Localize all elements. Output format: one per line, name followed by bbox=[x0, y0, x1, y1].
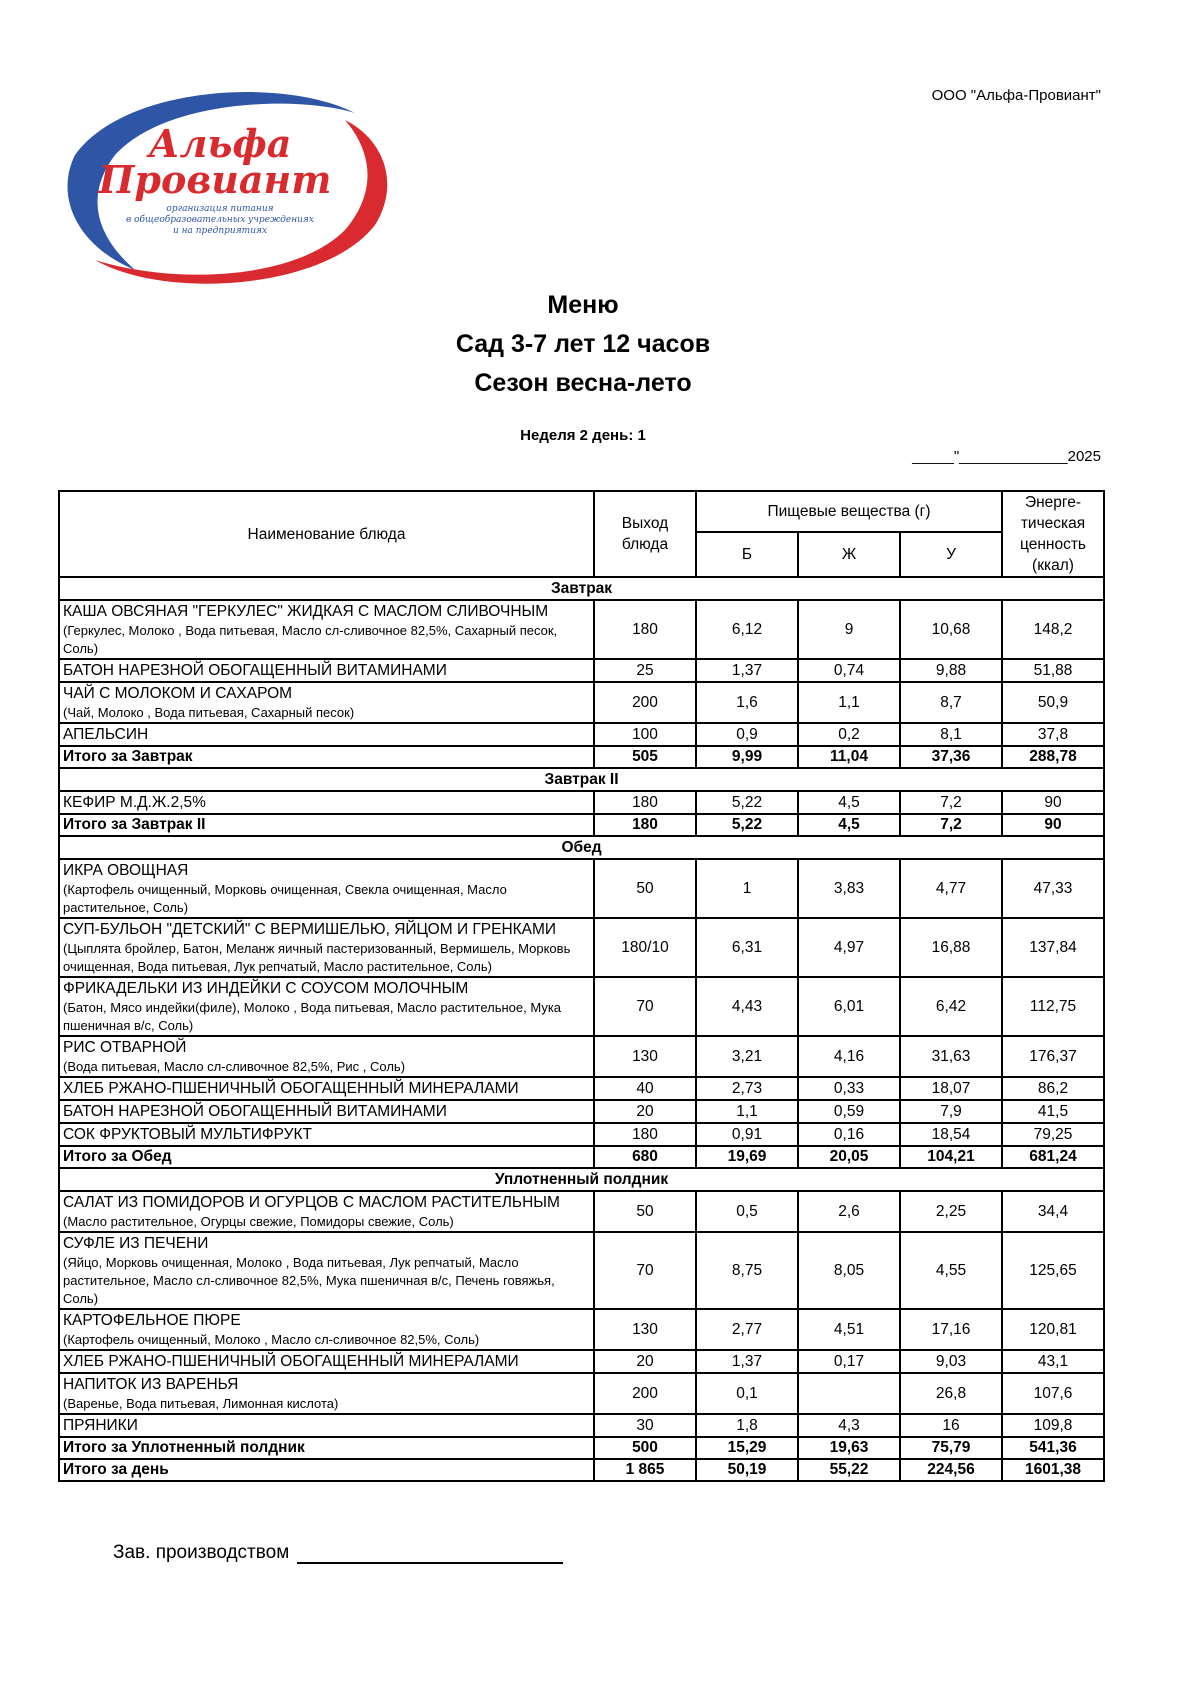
value-e: 37,8 bbox=[1002, 723, 1104, 746]
dish-cell bbox=[59, 1309, 594, 1350]
total-out: 180 bbox=[594, 814, 696, 836]
dish-row bbox=[59, 1123, 1104, 1146]
total-label: Итого за Завтрак II bbox=[59, 814, 594, 836]
dish-name: СОК ФРУКТОВЫЙ МУЛЬТИФРУКТ bbox=[63, 1126, 313, 1143]
dish-cell bbox=[59, 1077, 594, 1100]
value-u: 10,68 bbox=[900, 600, 1002, 659]
dish-row bbox=[59, 682, 1104, 723]
section-total-row bbox=[59, 1437, 1104, 1459]
total-e: 681,24 bbox=[1002, 1146, 1104, 1168]
dish-cell bbox=[59, 977, 594, 1036]
value-zh: 4,16 bbox=[798, 1036, 900, 1077]
value-b: 2,77 bbox=[696, 1309, 798, 1350]
total-e: 541,36 bbox=[1002, 1437, 1104, 1459]
dish-name: КЕФИР М.Д.Ж.2,5% bbox=[63, 794, 206, 811]
value-e: 176,37 bbox=[1002, 1036, 1104, 1077]
value-b: 1,6 bbox=[696, 682, 798, 723]
company-name: ООО "Альфа-Провиант" bbox=[931, 87, 1101, 104]
value-out: 180 bbox=[594, 791, 696, 814]
dish-name: ИКРА ОВОЩНАЯ bbox=[63, 862, 189, 879]
dish-ingredients: (Чай, Молоко , Вода питьевая, Сахарный песок) bbox=[63, 705, 355, 720]
total-u: 7,2 bbox=[900, 814, 1002, 836]
value-zh: 3,83 bbox=[798, 859, 900, 918]
total-out: 680 bbox=[594, 1146, 696, 1168]
total-label: Итого за Завтрак bbox=[59, 746, 594, 768]
value-out: 180/10 bbox=[594, 918, 696, 977]
value-out: 20 bbox=[594, 1100, 696, 1123]
value-out: 70 bbox=[594, 1232, 696, 1309]
dish-name: ХЛЕБ РЖАНО-ПШЕНИЧНЫЙ ОБОГАЩЕННЫЙ МИНЕРАЛАМИ bbox=[63, 1353, 519, 1370]
value-u: 18,07 bbox=[900, 1077, 1002, 1100]
dish-cell bbox=[59, 1373, 594, 1414]
value-out: 50 bbox=[594, 859, 696, 918]
dish-ingredients: (Картофель очищенный, Молоко , Масло сл-сливочное 82,5%, Соль) bbox=[63, 1332, 480, 1347]
value-e: 43,1 bbox=[1002, 1350, 1104, 1373]
value-b: 4,43 bbox=[696, 977, 798, 1036]
dish-row bbox=[59, 859, 1104, 918]
dish-row bbox=[59, 723, 1104, 746]
value-zh: 8,05 bbox=[798, 1232, 900, 1309]
value-e: 50,9 bbox=[1002, 682, 1104, 723]
menu-table bbox=[58, 490, 1105, 1482]
dish-ingredients: (Варенье, Вода питьевая, Лимонная кислота) bbox=[63, 1396, 339, 1411]
dish-ingredients: (Масло растительное, Огурцы свежие, Помидоры свежие, Соль) bbox=[63, 1214, 454, 1229]
logo-name-line2: Провиант bbox=[98, 157, 332, 202]
value-b: 6,12 bbox=[696, 600, 798, 659]
footer-label: Зав. производством bbox=[113, 1542, 290, 1563]
total-b: 19,69 bbox=[696, 1146, 798, 1168]
total-out: 505 bbox=[594, 746, 696, 768]
value-e: 120,81 bbox=[1002, 1309, 1104, 1350]
dish-row bbox=[59, 1232, 1104, 1309]
total-zh: 4,5 bbox=[798, 814, 900, 836]
header-u: У bbox=[900, 532, 1002, 577]
value-u: 18,54 bbox=[900, 1123, 1002, 1146]
value-zh: 0,33 bbox=[798, 1077, 900, 1100]
value-out: 100 bbox=[594, 723, 696, 746]
value-out: 50 bbox=[594, 1191, 696, 1232]
footer-signature bbox=[113, 1542, 563, 1564]
total-label: Итого за Уплотненный полдник bbox=[59, 1437, 594, 1459]
menu-title bbox=[0, 286, 1166, 403]
value-b: 1,37 bbox=[696, 1350, 798, 1373]
section-header-row bbox=[59, 836, 1104, 859]
dish-row bbox=[59, 918, 1104, 977]
section-header-row bbox=[59, 768, 1104, 791]
dish-cell bbox=[59, 659, 594, 682]
dish-row bbox=[59, 1191, 1104, 1232]
value-e: 34,4 bbox=[1002, 1191, 1104, 1232]
value-out: 40 bbox=[594, 1077, 696, 1100]
dish-cell bbox=[59, 1100, 594, 1123]
total-out: 500 bbox=[594, 1437, 696, 1459]
value-e: 125,65 bbox=[1002, 1232, 1104, 1309]
header-zh: Ж bbox=[798, 532, 900, 577]
value-u: 4,55 bbox=[900, 1232, 1002, 1309]
total-zh: 11,04 bbox=[798, 746, 900, 768]
dish-row bbox=[59, 1309, 1104, 1350]
value-b: 0,1 bbox=[696, 1373, 798, 1414]
value-u: 4,77 bbox=[900, 859, 1002, 918]
value-u: 7,2 bbox=[900, 791, 1002, 814]
value-zh: 9 bbox=[798, 600, 900, 659]
value-zh: 4,97 bbox=[798, 918, 900, 977]
value-zh: 6,01 bbox=[798, 977, 900, 1036]
dish-row bbox=[59, 600, 1104, 659]
dish-name: САЛАТ ИЗ ПОМИДОРОВ И ОГУРЦОВ С МАСЛОМ РАСТИТЕЛЬНЫМ bbox=[63, 1194, 560, 1211]
value-b: 6,31 bbox=[696, 918, 798, 977]
value-u: 31,63 bbox=[900, 1036, 1002, 1077]
dish-name: ПРЯНИКИ bbox=[63, 1417, 138, 1434]
value-out: 70 bbox=[594, 977, 696, 1036]
logo-name-line1: Альфа bbox=[148, 121, 292, 166]
dish-name: ХЛЕБ РЖАНО-ПШЕНИЧНЫЙ ОБОГАЩЕННЫЙ МИНЕРАЛАМИ bbox=[63, 1080, 519, 1097]
dish-ingredients: (Яйцо, Морковь очищенная, Молоко , Вода питьевая, Лук репчатый, Масло растительное, Масло сл-сливочное 82,5%, Мука пшеничная в/с, Печень говяжья, Соль) bbox=[63, 1255, 555, 1306]
total-zh: 20,05 bbox=[798, 1146, 900, 1168]
total-u: 75,79 bbox=[900, 1437, 1002, 1459]
dish-name: СУФЛЕ ИЗ ПЕЧЕНИ bbox=[63, 1235, 209, 1252]
header-nutrients: Пищевые вещества (г) bbox=[696, 491, 1002, 532]
dish-row bbox=[59, 1350, 1104, 1373]
value-u: 16 bbox=[900, 1414, 1002, 1437]
dish-cell bbox=[59, 1414, 594, 1437]
section-total-row bbox=[59, 746, 1104, 768]
section-title: Завтрак II bbox=[59, 768, 1104, 791]
dish-row bbox=[59, 1036, 1104, 1077]
value-e: 148,2 bbox=[1002, 600, 1104, 659]
dish-name: АПЕЛЬСИН bbox=[63, 726, 149, 743]
logo-tagline-1: организация питания bbox=[166, 204, 274, 214]
value-b: 1,1 bbox=[696, 1100, 798, 1123]
dish-name: НАПИТОК ИЗ ВАРЕНЬЯ bbox=[63, 1376, 239, 1393]
dish-cell bbox=[59, 1123, 594, 1146]
signature-line bbox=[297, 1542, 563, 1564]
dish-cell bbox=[59, 859, 594, 918]
value-out: 20 bbox=[594, 1350, 696, 1373]
dish-ingredients: (Цыплята бройлер, Батон, Меланж яичный пастеризованный, Вермишель, Морковь очищенная, Вода питьевая, Лук репчатый, Масло растительное, Соль) bbox=[63, 941, 571, 974]
value-out: 130 bbox=[594, 1036, 696, 1077]
value-b: 1,37 bbox=[696, 659, 798, 682]
dish-cell bbox=[59, 1036, 594, 1077]
dish-cell bbox=[59, 682, 594, 723]
dish-cell bbox=[59, 1350, 594, 1373]
dish-row bbox=[59, 659, 1104, 682]
day-total-b: 50,19 bbox=[696, 1459, 798, 1481]
value-b: 3,21 bbox=[696, 1036, 798, 1077]
value-zh bbox=[798, 1373, 900, 1414]
value-out: 180 bbox=[594, 1123, 696, 1146]
value-zh: 0,17 bbox=[798, 1350, 900, 1373]
dish-cell bbox=[59, 1232, 594, 1309]
value-b: 0,9 bbox=[696, 723, 798, 746]
value-zh: 2,6 bbox=[798, 1191, 900, 1232]
value-zh: 0,2 bbox=[798, 723, 900, 746]
day-total-out: 1 865 bbox=[594, 1459, 696, 1481]
value-e: 90 bbox=[1002, 791, 1104, 814]
value-u: 16,88 bbox=[900, 918, 1002, 977]
total-zh: 19,63 bbox=[798, 1437, 900, 1459]
value-out: 30 bbox=[594, 1414, 696, 1437]
total-e: 288,78 bbox=[1002, 746, 1104, 768]
dish-ingredients: (Картофель очищенный, Морковь очищенная, Свекла очищенная, Масло растительное, Соль) bbox=[63, 882, 507, 915]
logo-tagline-3: и на предприятиях bbox=[172, 226, 268, 236]
value-zh: 0,74 bbox=[798, 659, 900, 682]
dish-row bbox=[59, 977, 1104, 1036]
value-e: 86,2 bbox=[1002, 1077, 1104, 1100]
day-total-label: Итого за день bbox=[59, 1459, 594, 1481]
day-total-e: 1601,38 bbox=[1002, 1459, 1104, 1481]
dish-row bbox=[59, 791, 1104, 814]
value-zh: 0,59 bbox=[798, 1100, 900, 1123]
value-u: 2,25 bbox=[900, 1191, 1002, 1232]
value-u: 9,03 bbox=[900, 1350, 1002, 1373]
week-day-line: Неделя 2 день: 1 bbox=[520, 427, 646, 444]
header-energy: Энерге-тическая ценность (ккал) bbox=[1002, 491, 1104, 577]
total-e: 90 bbox=[1002, 814, 1104, 836]
value-u: 8,7 bbox=[900, 682, 1002, 723]
value-b: 0,5 bbox=[696, 1191, 798, 1232]
day-total-zh: 55,22 bbox=[798, 1459, 900, 1481]
logo-tagline-2: в общеобразовательных учреждениях bbox=[126, 215, 314, 225]
value-zh: 1,1 bbox=[798, 682, 900, 723]
value-zh: 4,51 bbox=[798, 1309, 900, 1350]
header-output: Выход блюда bbox=[594, 491, 696, 577]
value-out: 25 bbox=[594, 659, 696, 682]
dish-name: ЧАЙ С МОЛОКОМ И САХАРОМ bbox=[63, 685, 293, 702]
date-line: _____"_____________2025 bbox=[912, 448, 1101, 465]
value-e: 107,6 bbox=[1002, 1373, 1104, 1414]
value-e: 109,8 bbox=[1002, 1414, 1104, 1437]
value-b: 1 bbox=[696, 859, 798, 918]
total-u: 104,21 bbox=[900, 1146, 1002, 1168]
total-label: Итого за Обед bbox=[59, 1146, 594, 1168]
value-b: 0,91 bbox=[696, 1123, 798, 1146]
value-e: 112,75 bbox=[1002, 977, 1104, 1036]
section-title: Уплотненный полдник bbox=[59, 1168, 1104, 1191]
value-u: 8,1 bbox=[900, 723, 1002, 746]
title-line-1: Меню bbox=[547, 291, 619, 319]
dish-row bbox=[59, 1414, 1104, 1437]
dish-row bbox=[59, 1077, 1104, 1100]
dish-ingredients: (Батон, Мясо индейки(филе), Молоко , Вода питьевая, Масло растительное, Мука пшеничная в/с, Соль) bbox=[63, 1000, 562, 1033]
dish-name: КАРТОФЕЛЬНОЕ ПЮРЕ bbox=[63, 1312, 241, 1329]
dish-name: СУП-БУЛЬОН "ДЕТСКИЙ" С ВЕРМИШЕЛЬЮ, ЯЙЦОМ И ГРЕНКАМИ bbox=[63, 921, 557, 938]
value-b: 2,73 bbox=[696, 1077, 798, 1100]
value-u: 9,88 bbox=[900, 659, 1002, 682]
value-out: 200 bbox=[594, 1373, 696, 1414]
title-line-2: Сад 3-7 лет 12 часов bbox=[455, 330, 711, 358]
value-b: 8,75 bbox=[696, 1232, 798, 1309]
value-u: 7,9 bbox=[900, 1100, 1002, 1123]
section-title: Завтрак bbox=[59, 577, 1104, 600]
value-e: 41,5 bbox=[1002, 1100, 1104, 1123]
dish-cell bbox=[59, 723, 594, 746]
dish-ingredients: (Вода питьевая, Масло сл-сливочное 82,5%, Рис , Соль) bbox=[63, 1059, 406, 1074]
day-total-row bbox=[59, 1459, 1104, 1481]
dish-cell bbox=[59, 1191, 594, 1232]
value-out: 130 bbox=[594, 1309, 696, 1350]
value-u: 17,16 bbox=[900, 1309, 1002, 1350]
header-b: Б bbox=[696, 532, 798, 577]
value-e: 137,84 bbox=[1002, 918, 1104, 977]
dish-row bbox=[59, 1100, 1104, 1123]
dish-name: РИС ОТВАРНОЙ bbox=[63, 1039, 187, 1056]
dish-ingredients: (Геркулес, Молоко , Вода питьевая, Масло сл-сливочное 82,5%, Сахарный песок, Соль) bbox=[63, 623, 558, 656]
total-b: 5,22 bbox=[696, 814, 798, 836]
value-e: 47,33 bbox=[1002, 859, 1104, 918]
section-header-row bbox=[59, 1168, 1104, 1191]
dish-cell bbox=[59, 791, 594, 814]
dish-cell bbox=[59, 918, 594, 977]
dish-cell bbox=[59, 600, 594, 659]
value-zh: 4,5 bbox=[798, 791, 900, 814]
value-b: 5,22 bbox=[696, 791, 798, 814]
value-out: 200 bbox=[594, 682, 696, 723]
total-u: 37,36 bbox=[900, 746, 1002, 768]
value-zh: 4,3 bbox=[798, 1414, 900, 1437]
value-zh: 0,16 bbox=[798, 1123, 900, 1146]
value-u: 6,42 bbox=[900, 977, 1002, 1036]
header-dish: Наименование блюда bbox=[59, 491, 594, 577]
title-line-3: Сезон весна-лето bbox=[474, 369, 692, 397]
dish-row bbox=[59, 1373, 1104, 1414]
dish-name: БАТОН НАРЕЗНОЙ ОБОГАЩЕННЫЙ ВИТАМИНАМИ bbox=[63, 662, 447, 679]
dish-name: ФРИКАДЕЛЬКИ ИЗ ИНДЕЙКИ С СОУСОМ МОЛОЧНЫМ bbox=[63, 980, 469, 997]
section-total-row bbox=[59, 1146, 1104, 1168]
dish-name: БАТОН НАРЕЗНОЙ ОБОГАЩЕННЫЙ ВИТАМИНАМИ bbox=[63, 1103, 447, 1120]
total-b: 15,29 bbox=[696, 1437, 798, 1459]
day-total-u: 224,56 bbox=[900, 1459, 1002, 1481]
value-e: 51,88 bbox=[1002, 659, 1104, 682]
value-u: 26,8 bbox=[900, 1373, 1002, 1414]
company-logo bbox=[55, 85, 390, 290]
section-title: Обед bbox=[59, 836, 1104, 859]
value-b: 1,8 bbox=[696, 1414, 798, 1437]
dish-name: КАША ОВСЯНАЯ "ГЕРКУЛЕС" ЖИДКАЯ С МАСЛОМ СЛИВОЧНЫМ bbox=[63, 603, 549, 620]
value-e: 79,25 bbox=[1002, 1123, 1104, 1146]
total-b: 9,99 bbox=[696, 746, 798, 768]
value-out: 180 bbox=[594, 600, 696, 659]
section-total-row bbox=[59, 814, 1104, 836]
section-header-row bbox=[59, 577, 1104, 600]
